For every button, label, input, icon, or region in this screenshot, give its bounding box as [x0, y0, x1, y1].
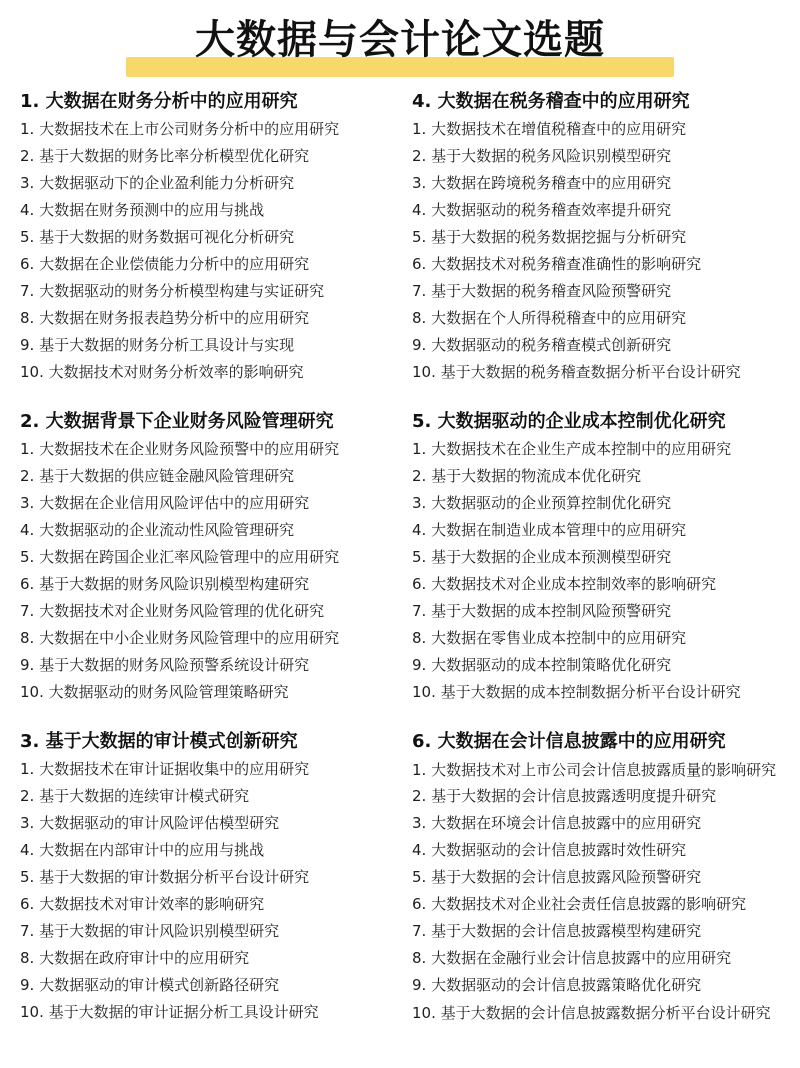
- topic-item: 10. 基于大数据的成本控制数据分析平台设计研究: [412, 683, 741, 701]
- topic-item: 7. 大数据技术对企业财务风险管理的优化研究: [20, 602, 325, 620]
- topic-item: 5. 基于大数据的税务数据挖掘与分析研究: [412, 228, 687, 246]
- topic-section: [20, 88, 410, 386]
- topic-item: 5. 基于大数据的企业成本预测模型研究: [412, 548, 672, 566]
- topic-item: 3. 大数据驱动的审计风险评估模型研究: [20, 814, 280, 832]
- section-heading: 2. 大数据背景下企业财务风险管理研究: [20, 411, 334, 432]
- topic-section: [412, 728, 800, 1026]
- topic-item: 3. 大数据在环境会计信息披露中的应用研究: [412, 814, 702, 832]
- topic-item: 4. 大数据在制造业成本管理中的应用研究: [412, 521, 687, 539]
- topic-item: 4. 大数据驱动的税务稽查效率提升研究: [412, 201, 672, 219]
- topic-item: 7. 基于大数据的会计信息披露模型构建研究: [412, 922, 702, 940]
- topic-item: 8. 大数据在财务报表趋势分析中的应用研究: [20, 309, 310, 327]
- topic-item: 1. 大数据技术在审计证据收集中的应用研究: [20, 760, 310, 778]
- topic-item: 9. 基于大数据的财务风险预警系统设计研究: [20, 656, 310, 674]
- topic-section: [20, 408, 410, 706]
- topic-item: 7. 基于大数据的审计风险识别模型研究: [20, 922, 280, 940]
- topic-item: 9. 大数据驱动的成本控制策略优化研究: [412, 656, 672, 674]
- section-heading: 4. 大数据在税务稽查中的应用研究: [412, 91, 690, 112]
- topic-item: 9. 大数据驱动的会计信息披露策略优化研究: [412, 976, 702, 994]
- topic-item: 5. 基于大数据的会计信息披露风险预警研究: [412, 868, 702, 886]
- topic-item: 10. 基于大数据的税务稽查数据分析平台设计研究: [412, 363, 741, 381]
- topic-item: 8. 大数据在个人所得税稽查中的应用研究: [412, 309, 687, 327]
- right-column: [412, 88, 800, 1048]
- topic-item: 6. 大数据在企业偿债能力分析中的应用研究: [20, 255, 310, 273]
- topic-item: 2. 基于大数据的税务风险识别模型研究: [412, 147, 672, 165]
- topic-item: 7. 大数据驱动的财务分析模型构建与实证研究: [20, 282, 325, 300]
- topic-item: 6. 大数据技术对审计效率的影响研究: [20, 895, 265, 913]
- topic-item: 1. 大数据技术在企业财务风险预警中的应用研究: [20, 440, 340, 458]
- topic-item: 1. 大数据技术在增值税稽查中的应用研究: [412, 120, 687, 138]
- topic-item: 9. 大数据驱动的审计模式创新路径研究: [20, 976, 280, 994]
- topic-section: [412, 408, 800, 706]
- section-heading: 6. 大数据在会计信息披露中的应用研究: [412, 731, 726, 752]
- topic-section: [412, 88, 800, 386]
- page-title: 大数据与会计论文选题: [195, 17, 605, 63]
- topic-item: 8. 大数据在零售业成本控制中的应用研究: [412, 629, 687, 647]
- topic-item: 10. 基于大数据的会计信息披露数据分析平台设计研究: [412, 1004, 771, 1022]
- left-column: [20, 88, 410, 1048]
- topic-item: 3. 大数据在企业信用风险评估中的应用研究: [20, 494, 310, 512]
- section-heading: 3. 基于大数据的审计模式创新研究: [20, 731, 298, 752]
- topic-item: 7. 基于大数据的税务稽查风险预警研究: [412, 282, 672, 300]
- topic-item: 10. 基于大数据的审计证据分析工具设计研究: [20, 1003, 319, 1021]
- topic-item: 6. 大数据技术对企业社会责任信息披露的影响研究: [412, 895, 747, 913]
- section-heading: 1. 大数据在财务分析中的应用研究: [20, 91, 298, 112]
- topic-item: 4. 大数据在内部审计中的应用与挑战: [20, 841, 265, 859]
- topic-item: 3. 大数据在跨境税务稽查中的应用研究: [412, 174, 672, 192]
- topic-item: 7. 基于大数据的成本控制风险预警研究: [412, 602, 672, 620]
- topic-item: 1. 大数据技术在企业生产成本控制中的应用研究: [412, 440, 732, 458]
- topic-item: 4. 大数据驱动的会计信息披露时效性研究: [412, 841, 687, 859]
- topic-item: 2. 基于大数据的供应链金融风险管理研究: [20, 467, 295, 485]
- topic-item: 10. 大数据驱动的财务风险管理策略研究: [20, 683, 289, 701]
- topic-item: 8. 大数据在中小企业财务风险管理中的应用研究: [20, 629, 340, 647]
- topic-item: 3. 大数据驱动的企业预算控制优化研究: [412, 494, 672, 512]
- topic-item: 4. 大数据驱动的企业流动性风险管理研究: [20, 521, 295, 539]
- topic-item: 2. 基于大数据的物流成本优化研究: [412, 467, 642, 485]
- topic-item: 8. 大数据在金融行业会计信息披露中的应用研究: [412, 949, 732, 967]
- topic-item: 1. 大数据技术对上市公司会计信息披露质量的影响研究: [412, 761, 777, 779]
- topic-item: 9. 大数据驱动的税务稽查模式创新研究: [412, 336, 672, 354]
- topic-item: 8. 大数据在政府审计中的应用研究: [20, 949, 250, 967]
- topic-item: 5. 基于大数据的财务数据可视化分析研究: [20, 228, 295, 246]
- topic-section: [20, 728, 410, 1026]
- topic-item: 2. 基于大数据的会计信息披露透明度提升研究: [412, 787, 717, 805]
- topic-item: 10. 大数据技术对财务分析效率的影响研究: [20, 363, 304, 381]
- topic-item: 2. 基于大数据的连续审计模式研究: [20, 787, 250, 805]
- topic-item: 4. 大数据在财务预测中的应用与挑战: [20, 201, 265, 219]
- topic-item: 3. 大数据驱动下的企业盈利能力分析研究: [20, 174, 295, 192]
- topic-item: 2. 基于大数据的财务比率分析模型优化研究: [20, 147, 310, 165]
- topic-item: 1. 大数据技术在上市公司财务分析中的应用研究: [20, 120, 340, 138]
- topic-item: 5. 大数据在跨国企业汇率风险管理中的应用研究: [20, 548, 340, 566]
- topic-item: 5. 基于大数据的审计数据分析平台设计研究: [20, 868, 310, 886]
- topic-item: 9. 基于大数据的财务分析工具设计与实现: [20, 336, 295, 354]
- topic-item: 6. 基于大数据的财务风险识别模型构建研究: [20, 575, 310, 593]
- page-header: [0, 10, 800, 82]
- topic-item: 6. 大数据技术对税务稽查准确性的影响研究: [412, 255, 702, 273]
- topic-item: 6. 大数据技术对企业成本控制效率的影响研究: [412, 575, 717, 593]
- section-heading: 5. 大数据驱动的企业成本控制优化研究: [412, 411, 726, 432]
